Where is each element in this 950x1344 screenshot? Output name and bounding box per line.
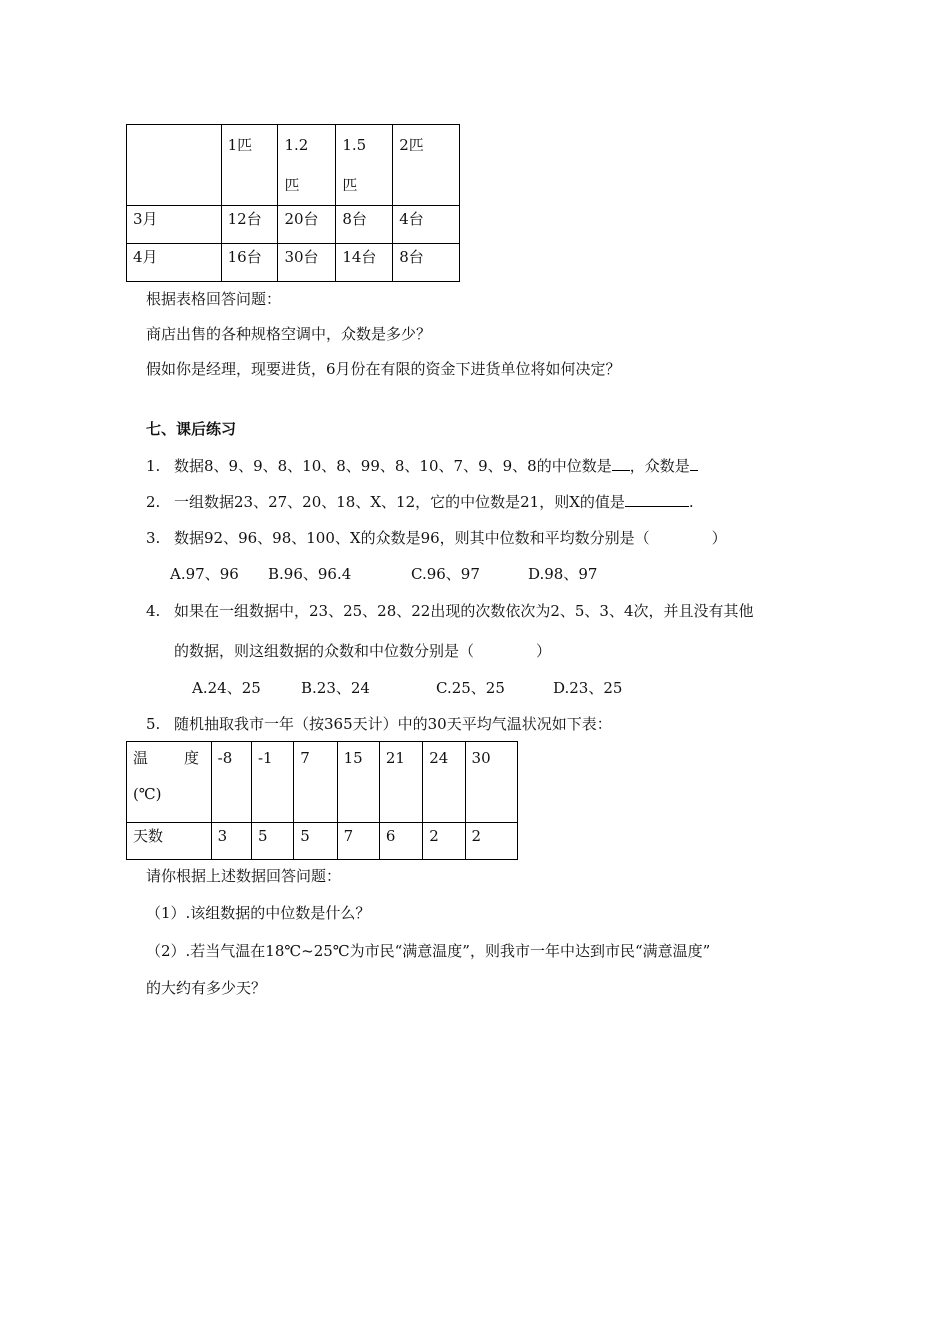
table-header-cell: 1.5匹 [336, 125, 393, 206]
table-cell: 2 [465, 823, 517, 860]
table-cell: 8台 [336, 206, 393, 244]
question-2: 2. 一组数据23、27、20、18、X、12，它的中位数是21，则X的值是 . [146, 493, 694, 511]
table-header-cell: 1.2匹 [278, 125, 336, 206]
option-c: C.25、25 [436, 679, 505, 697]
question-number: 2. [146, 493, 161, 511]
answer-blank [690, 456, 698, 471]
table-cell: 12台 [221, 206, 278, 244]
section-title: 七、课后练习 [146, 420, 237, 438]
table-header-cell: 1匹 [221, 125, 278, 206]
table-cell: 24 [423, 742, 465, 823]
followup-sub-1: （1）.该组数据的中位数是什么？ [146, 904, 371, 922]
option-b: B.96、96.4 [268, 565, 352, 583]
table-cell: 5 [251, 823, 293, 860]
table-cell: 14台 [336, 244, 393, 282]
table-row [127, 742, 518, 823]
table-cell: 30 [465, 742, 517, 823]
table-row-label: 3月 [127, 206, 222, 244]
question-number: 4. [146, 602, 161, 620]
question-number: 5. [146, 715, 161, 733]
table-row-label: 温 度 (℃) [127, 742, 212, 823]
option-a: A.24、25 [192, 679, 261, 697]
intro-line-2: 商店出售的各种规格空调中，众数是多少？ [146, 325, 432, 343]
intro-line-3: 假如你是经理，现要进货，6月份在有限的资金下进货单位将如何决定？ [146, 360, 621, 378]
question-number: 3. [146, 529, 161, 547]
table-header-row [127, 125, 460, 206]
answer-blank [625, 492, 689, 507]
question-4-options [192, 677, 622, 698]
table-row-label: 天数 [127, 823, 212, 860]
table-cell: 7 [337, 823, 379, 860]
table-cell: 15 [337, 742, 379, 823]
question-3: 3. 数据92、96、98、100、X的众数是96，则其中位数和平均数分别是（ ） [146, 529, 727, 547]
table-row [127, 823, 518, 860]
option-a: A.97、96 [170, 565, 239, 583]
table-cell [127, 125, 222, 206]
table-row [127, 206, 460, 244]
followup-prompt: 请你根据上述数据回答问题： [146, 867, 342, 885]
table-cell: 8台 [393, 244, 460, 282]
option-c: C.96、97 [411, 565, 480, 583]
followup-sub-2-line-2: 的大约有多少天？ [146, 979, 267, 997]
table-cell: 20台 [278, 206, 336, 244]
question-3-options [170, 563, 597, 584]
table-cell: 6 [379, 823, 422, 860]
table-cell: 4台 [393, 206, 460, 244]
intro-line-1: 根据表格回答问题： [146, 290, 282, 308]
table-cell: 30台 [278, 244, 336, 282]
table-cell: 7 [294, 742, 337, 823]
question-4-line-2: 的数据，则这组数据的众数和中位数分别是（ ） [174, 642, 552, 660]
table-row [127, 244, 460, 282]
table-cell: 21 [379, 742, 422, 823]
table-cell: 16台 [221, 244, 278, 282]
option-b: B.23、24 [301, 679, 370, 697]
option-d: D.23、25 [553, 679, 623, 697]
table-cell: 3 [211, 823, 251, 860]
answer-blank [612, 456, 630, 471]
table-cell: -1 [251, 742, 293, 823]
temperature-table [126, 741, 518, 860]
question-4: 4. 如果在一组数据中，23、25、28、22出现的次数依次为2、5、3、4次，并且没有其他 [146, 602, 754, 620]
table-cell: 5 [294, 823, 337, 860]
followup-sub-2-line-1: （2）.若当气温在18℃~25℃为市民“满意温度”，则我市一年中达到市民“满意温度” [146, 942, 711, 960]
question-1: 1. 数据8、9、9、8、10、8、99、8、10、7、9、9、8的中位数是 ，众数是 [146, 455, 698, 476]
option-d: D.98、97 [528, 565, 598, 583]
sales-table [126, 124, 460, 282]
question-number: 1. [146, 457, 161, 475]
question-5: 5. 随机抽取我市一年（按365天计）中的30天平均气温状况如下表： [146, 715, 612, 733]
table-cell: 2 [423, 823, 465, 860]
table-row-label: 4月 [127, 244, 222, 282]
table-header-cell: 2匹 [393, 125, 460, 206]
table-cell: -8 [211, 742, 251, 823]
